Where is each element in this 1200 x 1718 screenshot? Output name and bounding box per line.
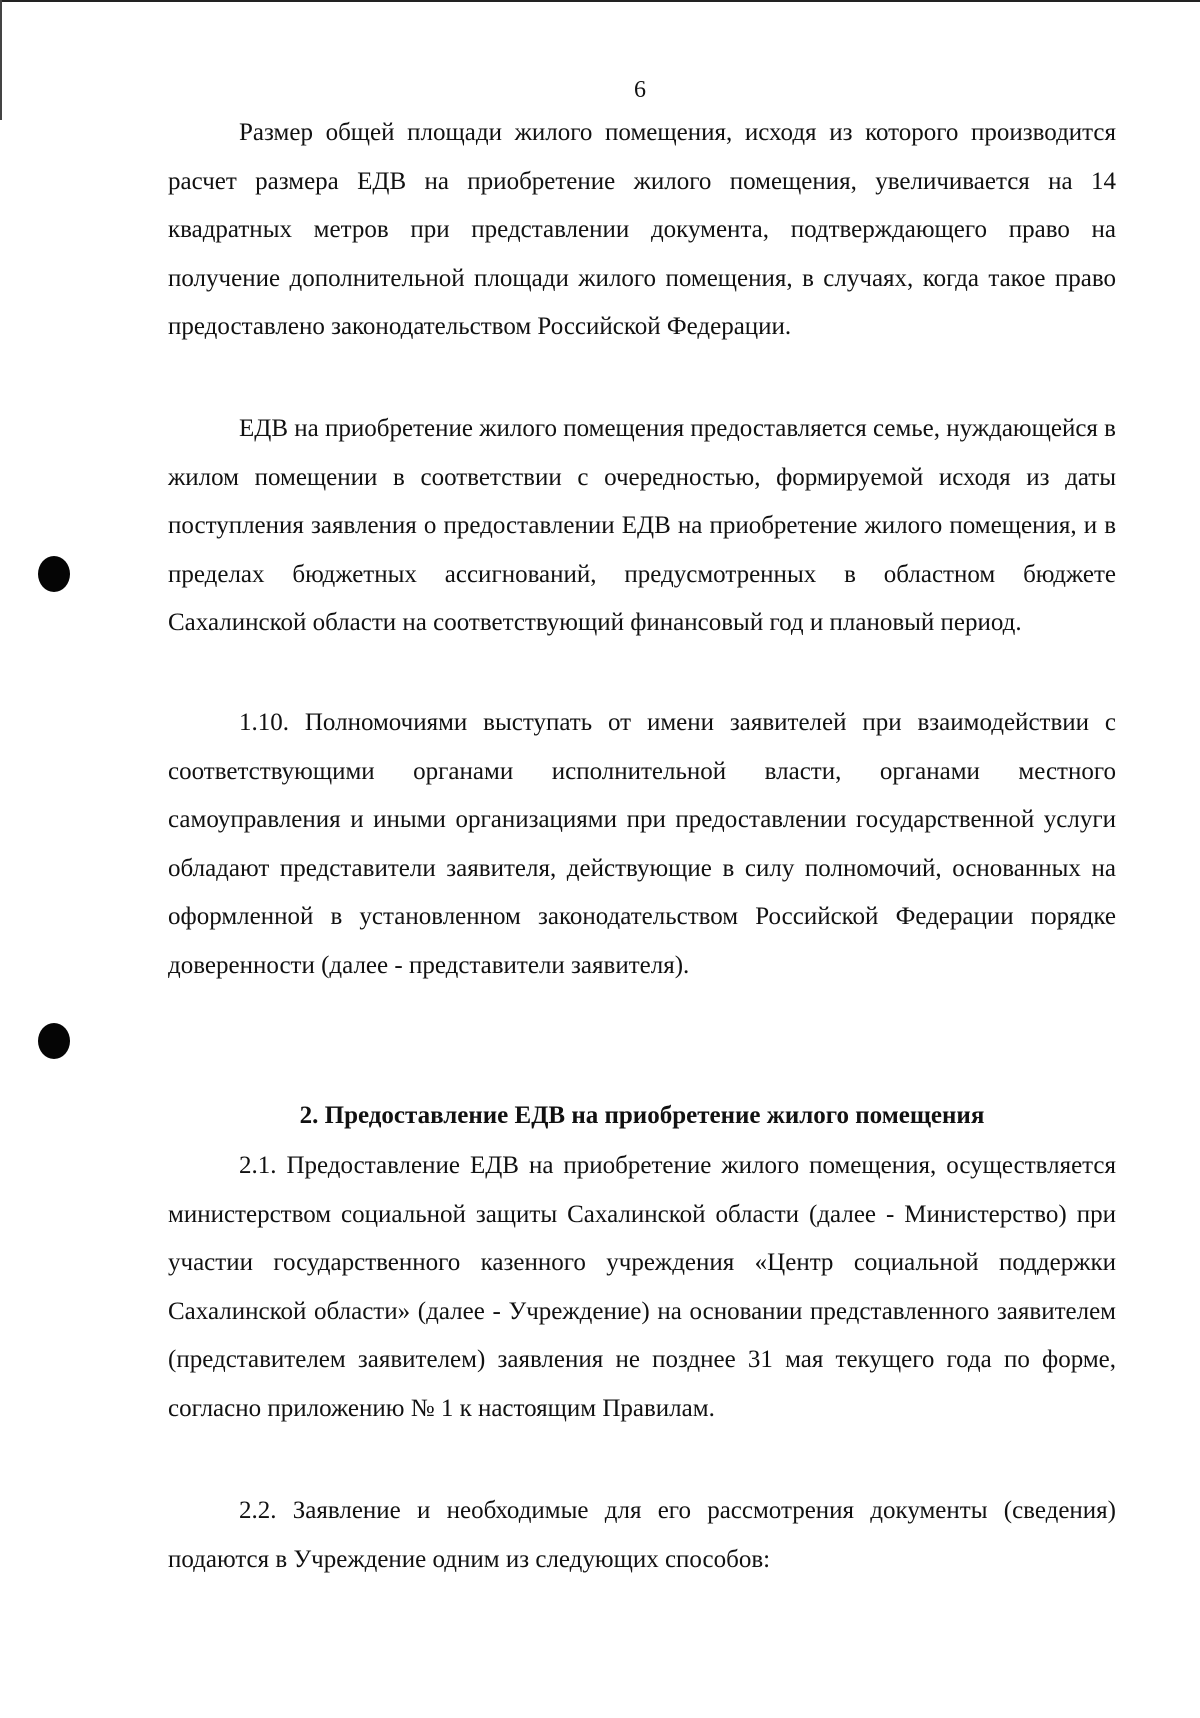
paragraph-block <box>168 1142 1116 1433</box>
paragraph-2-2: 2.2. Заявление и необходимые для его рассмотрения документы (сведения) подаются в Учреждение одним из следующих способов: <box>168 1497 1116 1573</box>
paragraph-block <box>168 699 1116 990</box>
paragraph-queue: ЕДВ на приобретение жилого помещения предоставляется семье, нуждающейся в жилом помещении в соответствии с очередностью, формируемой исходя из даты поступления заявления о предоставлении ЕДВ на приобретение жилого помещения, и в пределах бюджетных ассигнований, предусмотренных в областном бюджете Сахалинской области на соответствующий финансовый год и плановый период. <box>168 415 1116 636</box>
punch-hole-mark <box>38 1023 70 1059</box>
paragraph-1-10: 1.10. Полномочиями выступать от имени заявителей при взаимодействии с соответствующими органами исполнительной власти, органами местного самоуправления и иными организациями при предоставлении государственной услуги обладают представители заявителя, действующие в силу полномочий, основанных на оформленной в установленном законодательством Российской Федерации порядке доверенности (далее - представители заявителя). <box>168 709 1116 979</box>
scan-top-edge <box>0 0 1200 2</box>
paragraph-living-area: Размер общей площади жилого помещения, исходя из которого производится расчет размера ЕДВ на приобретение жилого помещения, увеличивается на 14 квадратных метров при представлении документа, подтверждающего право на получение дополнительной площади жилого помещения, в случаях, когда такое право предоставлено законодательством Российской Федерации. <box>168 119 1116 340</box>
paragraph-block <box>168 405 1116 648</box>
paragraph-block <box>168 1487 1116 1584</box>
scan-left-edge <box>0 0 2 120</box>
punch-hole-mark <box>38 556 70 592</box>
paragraph-block <box>168 109 1116 352</box>
paragraph-2-1: 2.1. Предоставление ЕДВ на приобретение жилого помещения, осуществляется министерством социальной защиты Сахалинской области (далее - Министерство) при участии государственного казенного учреждения «Центр социальной поддержки Сахалинской области» (далее - Учреждение) на основании представленного заявителем (представителем заявителем) заявления не позднее 31 мая текущего года по форме, согласно приложению № 1 к настоящим Правилам. <box>168 1152 1116 1422</box>
section-heading: 2. Предоставление ЕДВ на приобретение жилого помещения <box>299 1102 985 1129</box>
page-number: 6 <box>634 77 646 103</box>
